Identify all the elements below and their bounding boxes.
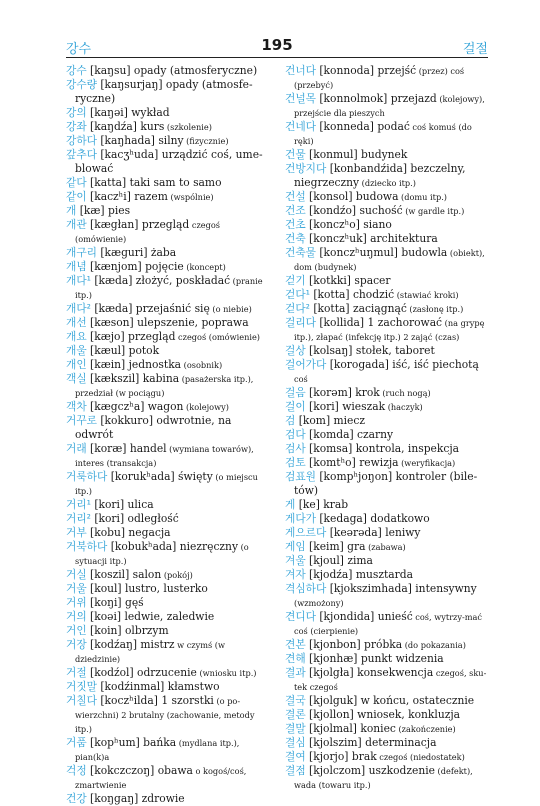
entry-headword: 개: [66, 204, 77, 217]
entry-headword: 견해: [285, 652, 306, 665]
dictionary-entry: [285, 722, 491, 736]
dictionary-entry: [66, 666, 272, 680]
entry-headword: 개요: [66, 330, 87, 343]
dictionary-entry: [285, 456, 491, 470]
dictionary-entry: [66, 372, 272, 400]
entry-definition: [kæguri] żaba: [96, 246, 177, 259]
entry-note: (zakończenie): [395, 724, 456, 734]
entry-note: czegoś (omówienie): [75, 220, 220, 244]
entry-definition: [kæda] przejaśnić się: [90, 302, 210, 315]
dictionary-entry: [285, 750, 491, 764]
dictionary-entry: [285, 246, 491, 274]
entry-headword: 걸어가다: [285, 358, 327, 371]
dictionary-entry: [66, 358, 272, 372]
entry-definition: [kægłan] przegląd: [86, 218, 190, 231]
dictionary-entry: [66, 106, 272, 120]
entry-headword: 거룩하다: [66, 470, 108, 483]
entry-definition: [kopʰum] bańka: [86, 736, 177, 749]
entry-note: (mydlana itp.), pian(k)a: [75, 738, 240, 762]
dictionary-entry: [66, 610, 272, 624]
entry-headword: 건축: [285, 232, 306, 245]
entry-headword: 결과: [285, 666, 306, 679]
entry-headword: 건물: [285, 148, 306, 161]
entry-headword: 결심: [285, 736, 306, 749]
entry-headword: 객차: [66, 400, 87, 413]
entry-headword: 거울: [66, 582, 87, 595]
entry-definition: [komda] czarny: [305, 428, 394, 441]
entry-definition: [kjonhæ] punkt widzenia: [305, 652, 444, 665]
dictionary-entry: [285, 288, 491, 302]
dictionary-entry: [66, 64, 272, 78]
dictionary-entry: [66, 204, 272, 218]
dictionary-entry: [66, 246, 272, 260]
entry-definition: [kækszil] kabina: [86, 372, 180, 385]
dictionary-entry: [285, 162, 491, 190]
entry-headword: 강수: [66, 64, 87, 77]
dictionary-entry: [285, 386, 491, 400]
entry-definition: [koəi] ledwie, zaledwie: [86, 610, 215, 623]
entry-definition: [keim] gra: [305, 540, 366, 553]
dictionary-entry: [285, 554, 491, 568]
entry-note: (zasłonę itp.): [406, 304, 464, 314]
dictionary-entry: [285, 204, 491, 218]
dictionary-entry: [66, 302, 272, 316]
entry-note: (o sytuacji itp.): [75, 542, 249, 566]
entry-note: (pokój): [161, 570, 193, 580]
dictionary-entry: [66, 680, 272, 694]
entry-note: (o po-wierzchni) 2 brutalny (zachowanie, metody itp.): [75, 696, 255, 734]
entry-note: (w gardle itp.): [402, 206, 465, 216]
entry-headword: 거절: [66, 666, 87, 679]
entry-note: (pasażerska itp.), przedział (w pociągu): [75, 374, 254, 398]
entry-definition: [kotkki] spacer: [305, 274, 391, 287]
entry-headword: 결론: [285, 708, 306, 721]
entry-note: (wspólnie): [167, 192, 214, 202]
entry-headword: 게: [285, 498, 296, 511]
entry-definition: [kjolgła] konsekwencja: [305, 666, 434, 679]
entry-note: w czymś (w dziedzinie): [75, 640, 226, 664]
dictionary-entry: [66, 442, 272, 470]
entry-headword: 걸상: [285, 344, 306, 357]
entry-note: coś, wytrzy-mać coś (cierpienie): [294, 612, 482, 636]
entry-note: (o niebie): [209, 304, 252, 314]
dictionary-entry: [285, 232, 491, 246]
dictionary-entry: [285, 218, 491, 232]
entry-headword: 강의: [66, 106, 87, 119]
entry-definition: [konsol] budowa: [305, 190, 399, 203]
entry-headword: 건네다: [285, 120, 316, 133]
entry-note: (koncept): [183, 262, 226, 272]
entry-note: o kogoś/coś, zmartwienie: [75, 766, 247, 790]
entry-definition: [kollida] 1 zachorować: [315, 316, 443, 329]
dictionary-entry: [285, 64, 491, 92]
entry-headword: 걱정: [66, 764, 87, 777]
dictionary-entry: [66, 414, 272, 442]
entry-headword: 개관: [66, 218, 87, 231]
entry-definition: [kjollon] wniosek, konkluzja: [305, 708, 461, 721]
entry-headword: 개선: [66, 316, 87, 329]
dictionary-entry: [66, 344, 272, 358]
entry-note: (na grypę itp.), złapać (infekcję itp.) 2 zająć (czas): [294, 318, 485, 342]
entry-headword: 검: [285, 414, 296, 427]
entry-definition: [kaŋsurjaŋ] opady (atmosfe-ryczne): [75, 78, 253, 105]
entry-note: (przez) coś (przebyć): [294, 66, 465, 90]
entry-note: czegoś (niedostatek): [376, 752, 465, 762]
entry-headword: 거래: [66, 442, 87, 455]
entry-definition: [kaŋsu] opady (atmosferyczne): [86, 64, 258, 77]
entry-headword: 게다가: [285, 512, 316, 525]
entry-headword: 걷다²: [285, 302, 310, 315]
dictionary-entry: [66, 330, 272, 344]
entry-definition: [kodźaŋ] mistrz: [86, 638, 175, 651]
dictionary-entry: [285, 428, 491, 442]
entry-definition: [konczʰo] siano: [305, 218, 392, 231]
entry-note: (dziecko itp.): [359, 178, 416, 188]
entry-definition: [konmul] budynek: [305, 148, 408, 161]
dictionary-entry: [285, 190, 491, 204]
entry-definition: [kokczczoŋ] obawa: [86, 764, 193, 777]
entry-note: (wzmożony): [294, 598, 344, 608]
dictionary-entry: [285, 652, 491, 666]
entry-definition: [korukʰada] święty: [107, 470, 213, 483]
entry-headword: 갚추다: [66, 148, 97, 161]
entry-headword: 같다: [66, 176, 87, 189]
left-column: [66, 64, 272, 806]
entry-headword: 강좌: [66, 120, 87, 133]
dictionary-entry: [285, 442, 491, 456]
entry-definition: [konbandźida] bezczelny, niegrzeczny: [294, 162, 466, 189]
entry-headword: 거북하다: [66, 540, 108, 553]
dictionary-entry: [66, 498, 272, 512]
entry-headword: 강수량: [66, 78, 97, 91]
entry-definition: [kjolczom] uszkodzenie: [305, 764, 435, 777]
dictionary-entry: [285, 540, 491, 554]
entry-headword: 건방지다: [285, 162, 327, 175]
dictionary-entry: [285, 568, 491, 582]
header-left-word: 강수: [66, 42, 92, 57]
entry-headword: 건축물: [285, 246, 316, 259]
entry-definition: [kompʰjoŋon] kontroler (bile-tów): [294, 470, 478, 497]
entry-headword: 건초: [285, 218, 306, 231]
entry-definition: [kotta] chodzić: [309, 288, 395, 301]
dictionary-entry: [66, 134, 272, 148]
entry-note: (ruch nogą): [379, 388, 431, 398]
entry-note: (domu itp.): [398, 192, 448, 202]
dictionary-entry: [285, 358, 491, 386]
dictionary-entry: [285, 316, 491, 344]
entry-definition: [korəm] krok: [305, 386, 380, 399]
dictionary-entry: [285, 638, 491, 652]
entry-headword: 거품: [66, 736, 87, 749]
entry-note: (o miejscu itp.): [75, 472, 258, 496]
dictionary-entry: [66, 274, 272, 302]
dictionary-entry: [66, 526, 272, 540]
entry-note: (szkolenie): [164, 122, 212, 132]
entry-headword: 개념: [66, 260, 87, 273]
entry-definition: [koŋgaŋ] zdrowie: [86, 792, 185, 805]
dictionary-entry: [66, 736, 272, 764]
entry-note: (defekt), wada (towaru itp.): [294, 766, 473, 790]
entry-definition: [kjorjo] brak: [305, 750, 377, 763]
entry-definition: [kæin] jednostka: [86, 358, 182, 371]
entry-definition: [kæson] ulepszenie, poprawa: [86, 316, 249, 329]
entry-headword: 거장: [66, 638, 87, 651]
entry-note: coś komuś (do ręki): [294, 122, 472, 146]
entry-headword: 겨자: [285, 568, 306, 581]
entry-note: (kolejowy): [183, 402, 229, 412]
dictionary-entry: [285, 274, 491, 288]
dictionary-entry: [66, 596, 272, 610]
entry-note: czegoś, sku-tek czegoś: [294, 668, 487, 692]
entry-definition: [kæda] złożyć, poskładać: [90, 274, 231, 287]
dictionary-entry: [285, 512, 491, 526]
entry-definition: [konczʰuŋmul] budowla: [315, 246, 448, 259]
entry-definition: [kolsaŋ] stołek, taboret: [305, 344, 435, 357]
entry-note: (do pokazania): [402, 640, 466, 650]
right-column: [285, 64, 491, 792]
entry-definition: [kæ] pies: [76, 204, 131, 217]
entry-definition: [konnoda] przejść: [315, 64, 417, 77]
entry-definition: [konneda] podać: [315, 120, 410, 133]
entry-definition: [koszil] salon: [86, 568, 162, 581]
dictionary-entry: [66, 540, 272, 568]
dictionary-entry: [66, 638, 272, 666]
dictionary-entry: [66, 316, 272, 330]
entry-note: coś: [294, 374, 308, 384]
entry-definition: [korogada] iść, iść piechotą: [326, 358, 479, 371]
entry-definition: [kokkuro] odwrotnie, na odwrót: [75, 414, 232, 441]
dictionary-entry: [285, 498, 491, 512]
entry-definition: [katta] taki sam to samo: [86, 176, 222, 189]
dictionary-entry: [285, 400, 491, 414]
entry-definition: [koŋi] gęś: [86, 596, 144, 609]
entry-headword: 결여: [285, 750, 306, 763]
dictionary-entry: [66, 512, 272, 526]
dictionary-entry: [285, 694, 491, 708]
entry-definition: [kjolguk] w końcu, ostatecznie: [305, 694, 475, 707]
entry-definition: [kæjo] przegląd: [86, 330, 176, 343]
dictionary-entry: [285, 302, 491, 316]
dictionary-entry: [285, 92, 491, 120]
entry-definition: [kedaga] dodatkowo: [315, 512, 430, 525]
entry-headword: 거칠다: [66, 694, 97, 707]
page-number: 195: [261, 36, 293, 54]
dictionary-entry: [285, 610, 491, 638]
entry-headword: 거리¹: [66, 498, 91, 511]
entry-definition: [kaczʰi] razem: [86, 190, 168, 203]
entry-definition: [konczʰuk] architektura: [305, 232, 438, 245]
entry-headword: 객실: [66, 372, 87, 385]
entry-definition: [kodźinmal] kłamstwo: [96, 680, 220, 693]
page-header: [66, 36, 488, 58]
entry-definition: [koin] olbrzym: [86, 624, 169, 637]
entry-note: (obiekt), dom (budynek): [294, 248, 485, 272]
entry-headword: 건강: [66, 792, 87, 805]
entry-definition: [kaŋəi] wykład: [86, 106, 170, 119]
dictionary-entry: [66, 190, 272, 204]
entry-headword: 같이: [66, 190, 87, 203]
dictionary-entry: [66, 568, 272, 582]
entry-definition: [kjoul] zima: [305, 554, 373, 567]
header-rule: [66, 57, 488, 58]
entry-definition: [kori] ulica: [90, 498, 154, 511]
entry-headword: 건조: [285, 204, 306, 217]
entry-headword: 게으르다: [285, 526, 327, 539]
entry-note: (zabawa): [365, 542, 406, 552]
entry-note: czegoś (omówienie): [175, 332, 260, 342]
entry-headword: 거꾸로: [66, 414, 97, 427]
entry-headword: 개구리: [66, 246, 97, 259]
entry-definition: [koræ] handel: [86, 442, 167, 455]
entry-headword: 개울: [66, 344, 87, 357]
entry-headword: 게임: [285, 540, 306, 553]
entry-definition: [kjondida] unieść: [315, 610, 413, 623]
entry-headword: 강하다: [66, 134, 97, 147]
entry-headword: 개다²: [66, 302, 91, 315]
entry-headword: 걸리다: [285, 316, 316, 329]
dictionary-entry: [66, 624, 272, 638]
dictionary-entry: [285, 344, 491, 358]
entry-definition: [kori] wieszak: [305, 400, 386, 413]
dictionary-entry: [66, 792, 272, 806]
entry-headword: 거리²: [66, 512, 91, 525]
entry-definition: [koczʰilda] 1 szorstki: [96, 694, 214, 707]
entry-definition: [keərəda] leniwy: [326, 526, 421, 539]
entry-headword: 건너다: [285, 64, 316, 77]
dictionary-entry: [66, 218, 272, 246]
entry-headword: 개인: [66, 358, 87, 371]
entry-note: (wymiana towarów), interes (transakcja): [75, 444, 254, 468]
entry-definition: [kobu] negacja: [86, 526, 171, 539]
dictionary-entry: [285, 736, 491, 750]
entry-headword: 거의: [66, 610, 87, 623]
dictionary-entry: [66, 176, 272, 190]
entry-note: (stawiać kroki): [394, 290, 459, 300]
entry-headword: 견본: [285, 638, 306, 651]
entry-headword: 결말: [285, 722, 306, 735]
entry-headword: 거인: [66, 624, 87, 637]
dictionary-entry: [66, 148, 272, 176]
entry-headword: 걸이: [285, 400, 306, 413]
entry-definition: [konnolmok] przejazd: [315, 92, 437, 105]
entry-note: (kolejowy), przejście dla pieszych: [294, 94, 485, 118]
entry-note: (wniosku itp.): [196, 668, 257, 678]
entry-definition: [kjokszimhada] intensywny: [326, 582, 477, 595]
dictionary-entry: [285, 582, 491, 610]
entry-headword: 거실: [66, 568, 87, 581]
entry-definition: [kæul] potok: [86, 344, 160, 357]
dictionary-entry: [285, 526, 491, 540]
entry-note: (fizycznie): [183, 136, 229, 146]
header-right-word: 걸절: [462, 42, 488, 57]
entry-note: (weryfikacja): [398, 458, 456, 468]
entry-headword: 거짓말: [66, 680, 97, 693]
entry-headword: 결점: [285, 764, 306, 777]
entry-headword: 검사: [285, 442, 306, 455]
entry-headword: 결국: [285, 694, 306, 707]
dictionary-entry: [285, 666, 491, 694]
entry-definition: [kondźo] suchość: [305, 204, 403, 217]
entry-definition: [kodźol] odrzucenie: [86, 666, 197, 679]
entry-note: (osobnik): [181, 360, 223, 370]
entry-headword: 거부: [66, 526, 87, 539]
entry-definition: [kaŋdźa] kurs: [86, 120, 165, 133]
entry-definition: [kægczʰa] wagon: [86, 400, 184, 413]
entry-headword: 걷다¹: [285, 288, 310, 301]
entry-definition: [komtʰo] rewizja: [305, 456, 399, 469]
entry-headword: 격심하다: [285, 582, 327, 595]
dictionary-entry: [66, 260, 272, 274]
dictionary-entry: [66, 400, 272, 414]
entry-definition: [kænjom] pojęcie: [86, 260, 184, 273]
entry-note: (haczyk): [385, 402, 423, 412]
dictionary-entry: [66, 582, 272, 596]
entry-headword: 걸음: [285, 386, 306, 399]
entry-definition: [kjolszim] determinacja: [305, 736, 437, 749]
entry-definition: [kaŋhada] silny: [96, 134, 184, 147]
entry-definition: [komsa] kontrola, inspekcja: [305, 442, 460, 455]
entry-headword: 건설: [285, 190, 306, 203]
dictionary-entry: [285, 764, 491, 792]
entry-headword: 걷기: [285, 274, 306, 287]
dictionary-entry: [66, 120, 272, 134]
entry-note: (pranie itp.): [75, 276, 263, 300]
entry-definition: [kjodźa] musztarda: [305, 568, 413, 581]
entry-headword: 거위: [66, 596, 87, 609]
dictionary-entry: [285, 148, 491, 162]
dictionary-entry: [66, 694, 272, 736]
entry-headword: 개다¹: [66, 274, 91, 287]
entry-definition: [kori] odległość: [90, 512, 179, 525]
entry-definition: [kjonbon] próbka: [305, 638, 403, 651]
entry-definition: [kobukʰada] niezręczny: [107, 540, 238, 553]
dictionary-entry: [285, 120, 491, 148]
entry-headword: 견디다: [285, 610, 316, 623]
dictionary-entry: [66, 764, 272, 792]
dictionary-entry: [285, 414, 491, 428]
dictionary-entry: [285, 470, 491, 498]
entry-definition: [kjolmal] koniec: [305, 722, 396, 735]
entry-definition: [kacʒʰuda] urządzić coś, ume-blować: [75, 148, 263, 175]
entry-headword: 겨울: [285, 554, 306, 567]
entry-definition: [ke] krab: [295, 498, 349, 511]
dictionary-entry: [66, 470, 272, 498]
entry-headword: 검다: [285, 428, 306, 441]
entry-definition: [koul] lustro, lusterko: [86, 582, 208, 595]
entry-definition: [kom] miecz: [295, 414, 366, 427]
entry-headword: 검표원: [285, 470, 316, 483]
entry-headword: 검토: [285, 456, 306, 469]
dictionary-entry: [285, 708, 491, 722]
entry-definition: [kotta] zaciągnąć: [309, 302, 407, 315]
entry-headword: 건널목: [285, 92, 316, 105]
dictionary-entry: [66, 78, 272, 106]
